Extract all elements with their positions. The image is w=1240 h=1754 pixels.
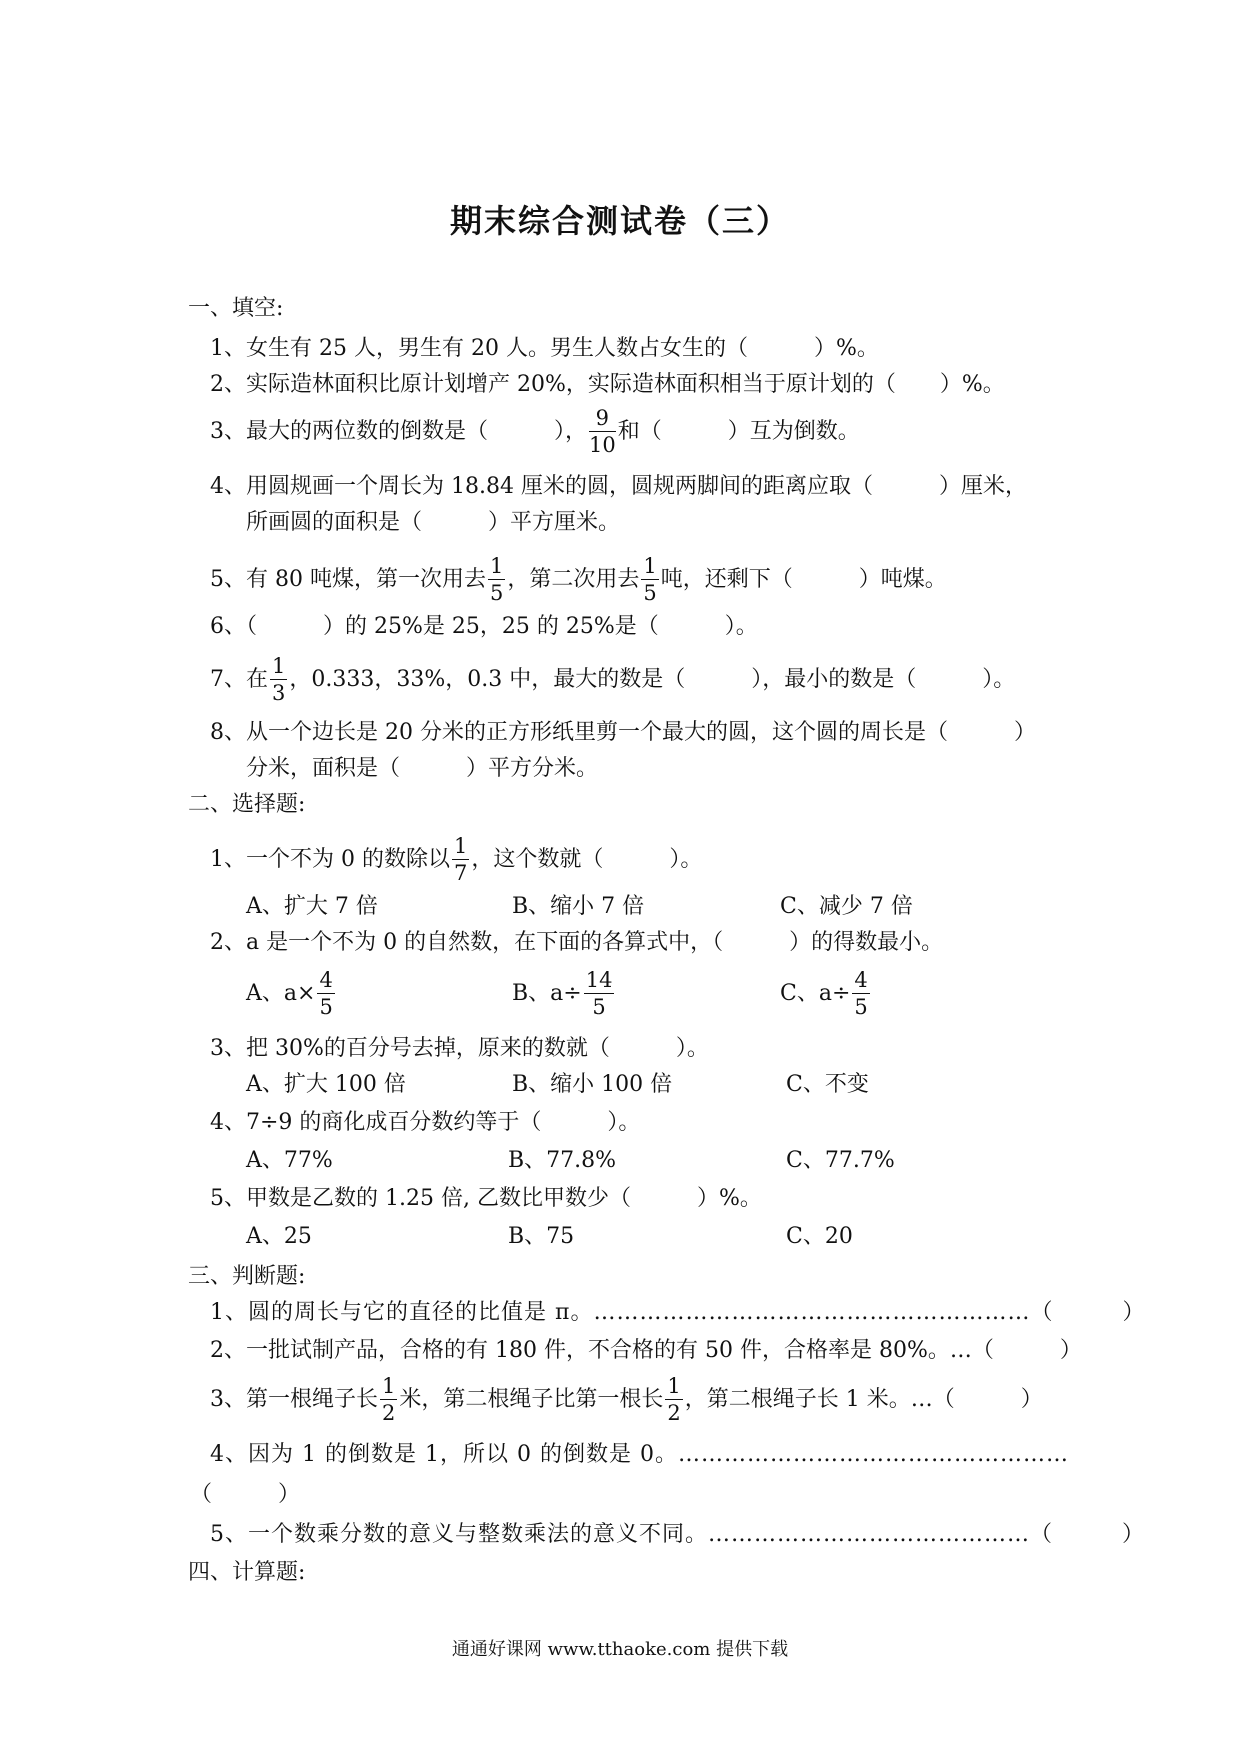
question-judge-4-line1: 4、因为 1 的倒数是 1，所以 0 的倒数是 0。……………………………………………	[210, 1442, 1069, 1467]
question-judge-3-text-b: 米，第二根绳子比第一根长	[399, 1387, 664, 1412]
page-title: 期末综合测试卷（三）	[449, 202, 790, 240]
fraction-denominator: 10	[589, 433, 616, 457]
fraction-denominator: 2	[382, 1401, 396, 1425]
fraction	[488, 556, 505, 604]
fraction-numerator: 1	[382, 1374, 396, 1398]
question-fill-6: 6、（ ）的 25%是 25，25 的 25%是（ ）。	[210, 614, 758, 639]
fraction-numerator: 1	[453, 834, 468, 858]
question-fill-5-text-a: 5、有 80 吨煤，第一次用去	[210, 567, 486, 592]
question-fill-3-text-b: 和（ ）互为倒数。	[617, 419, 860, 444]
question-fill-3-text-a: 3、最大的两位数的倒数是（ ），	[210, 419, 587, 444]
question-judge-2: 2、一批试制产品，合格的有 180 件，不合格的有 50 件，合格率是 80%。…（ ）	[210, 1338, 1082, 1363]
fraction-denominator: 5	[319, 995, 333, 1019]
fraction	[317, 970, 334, 1018]
option-b: B、缩小 7 倍	[512, 894, 645, 919]
question-judge-3-text-c: ，第二根绳子长 1 米。…（ ）	[684, 1387, 1043, 1412]
section-header-choice: 二、选择题:	[188, 792, 306, 817]
option-a-text: A、a×	[246, 981, 316, 1006]
section-header-fill-blank: 一、填空:	[188, 296, 284, 321]
fraction-denominator: 5	[489, 581, 504, 605]
fraction	[584, 970, 615, 1018]
question-choice-3: 3、把 30%的百分号去掉，原来的数就（ ）。	[210, 1036, 709, 1061]
option-c: C、减少 7 倍	[780, 894, 913, 919]
question-fill-7-text-a: 7、在	[210, 667, 268, 692]
option-c-text: C、a÷	[780, 981, 851, 1006]
question-choice-1	[210, 836, 702, 884]
question-judge-3-text-a: 3、第一根绳子长	[210, 1387, 378, 1412]
section-header-calc: 四、计算题:	[188, 1560, 306, 1585]
option-c: C、77.7%	[786, 1148, 895, 1173]
option-b: B、缩小 100 倍	[512, 1072, 673, 1097]
fraction	[270, 656, 287, 704]
fraction-numerator: 4	[319, 968, 333, 992]
fraction-denominator: 2	[667, 1401, 681, 1425]
fraction-denominator: 7	[453, 861, 468, 885]
fraction	[380, 1376, 397, 1424]
fraction	[641, 556, 658, 604]
question-fill-5	[210, 556, 947, 604]
fraction-denominator: 3	[272, 681, 286, 705]
question-fill-1: 1、女生有 25 人，男生有 20 人。男生人数占女生的（ ）%。	[210, 336, 879, 361]
question-judge-1: 1、圆的周长与它的直径的比值是 π。…………………………………………………（ ）	[210, 1300, 1146, 1325]
option-a: A、25	[246, 1224, 312, 1249]
fraction	[589, 408, 616, 456]
option-a: A、扩大 100 倍	[246, 1072, 406, 1097]
fraction-numerator: 14	[585, 968, 613, 992]
option-c: C、不变	[786, 1072, 869, 1097]
fraction-denominator: 5	[592, 995, 606, 1019]
question-choice-4: 4、7÷9 的商化成百分数约等于（ ）。	[210, 1110, 641, 1135]
question-fill-4-line1: 4、用圆规画一个周长为 18.84 厘米的圆，圆规两脚间的距离应取（ ）厘米，	[210, 474, 1027, 499]
fraction	[665, 1376, 682, 1424]
question-fill-5-text-c: 吨，还剩下（ ）吨煤。	[660, 567, 947, 592]
section-header-judge: 三、判断题:	[188, 1264, 306, 1289]
fraction-numerator: 4	[854, 968, 868, 992]
fraction-numerator: 1	[489, 554, 504, 578]
fraction-numerator: 1	[643, 554, 657, 578]
option-c: C、20	[786, 1224, 853, 1249]
question-choice-1-text-b: ，这个数就（ ）。	[471, 847, 703, 872]
option-a: A、77%	[246, 1148, 333, 1173]
question-fill-4-line2: 所画圆的面积是（ ）平方厘米。	[246, 510, 621, 535]
question-judge-4-line2: （ ）	[190, 1482, 301, 1507]
option-b: B、75	[508, 1224, 575, 1249]
question-fill-7	[210, 656, 1015, 704]
question-fill-2: 2、实际造林面积比原计划增产 20%，实际造林面积相当于原计划的（ ）%。	[210, 372, 1005, 397]
fraction	[452, 836, 469, 884]
question-fill-5-text-b: ，第二次用去	[507, 567, 640, 592]
fraction	[852, 970, 869, 1018]
question-fill-3	[210, 408, 860, 456]
question-fill-7-text-b: ，0.333，33%，0.3 中，最大的数是（ ），最小的数是（ ）。	[289, 667, 1016, 692]
question-choice-5: 5、甲数是乙数的 1.25 倍, 乙数比甲数少（ ）%。	[210, 1186, 762, 1211]
fraction-numerator: 1	[667, 1374, 681, 1398]
option-b-text: B、a÷	[512, 981, 582, 1006]
question-choice-2: 2、a 是一个不为 0 的自然数，在下面的各算式中，（ ）的得数最小。	[210, 930, 944, 955]
option-c	[780, 970, 872, 1018]
option-a	[246, 970, 337, 1018]
question-choice-1-text-a: 1、一个不为 0 的数除以	[210, 847, 450, 872]
fraction-numerator: 1	[272, 654, 286, 678]
footer-source: 通通好课网 www.tthaoke.com 提供下载	[451, 1639, 789, 1660]
question-judge-5: 5、一个数乘分数的意义与整数乘法的意义不同。……………………………………（ ）	[210, 1522, 1145, 1547]
fraction-numerator: 9	[589, 408, 616, 432]
question-judge-3	[210, 1376, 1043, 1424]
fraction-denominator: 5	[643, 581, 657, 605]
option-a: A、扩大 7 倍	[246, 894, 378, 919]
option-b	[512, 970, 616, 1018]
question-fill-8-line1: 8、从一个边长是 20 分米的正方形纸里剪一个最大的圆，这个圆的周长是（ ）	[210, 720, 1036, 745]
question-fill-8-line2: 分米，面积是（ ）平方分米。	[246, 756, 599, 781]
option-b: B、77.8%	[508, 1148, 617, 1173]
fraction-denominator: 5	[854, 995, 868, 1019]
